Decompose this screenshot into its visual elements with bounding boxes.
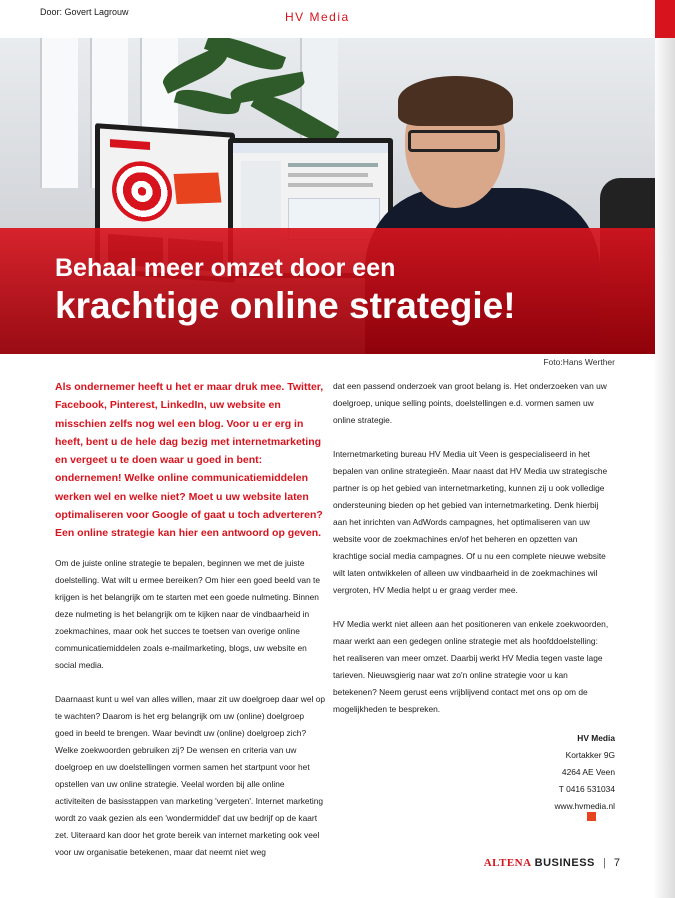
red-corner-tab <box>655 0 675 38</box>
article-paragraph: Daarnaast kunt u wel van alles willen, maar zit uw doelgroep daar wel op te wachten? Daarom is het erg belangrijk om uw (online) doelgroep goed in beeld te brengen. Waar bevindt uw (online) doelgroep zich? Welke zoekwoorden gebruiken zij? De wensen en criteria van uw doelgroep en uw doelstellingen vormen samen het startpunt voor het opstellen van uw online strategie. Veelal worden bij alle online activiteiten de basisstappen van marketing 'vergeten'. Internet marketing wordt zo vaak gezien als een 'wondermiddel' dat uw bedrijf op de kaart zet. Uiteraard kan door het grote bereik van internet marketing ook veel voor uw organisatie betekenen, maar dat neemt niet weg <box>55 693 326 857</box>
page-number: 7 <box>613 857 620 869</box>
page-edge-shadow <box>653 0 675 898</box>
article-paragraph: Om de juiste online strategie te bepalen, beginnen we met de juiste doelstelling. Wat wilt u ermee bereiken? Om hier een goed beeld van te krijgen is het belangrijk om te starten met een goede nulmeting. Binnen deze nulmeting is het belangrijk om te kijken naar de vindbaarheid in zoekmachines, maar ook het succes te toetsen van overige online communicatiemiddelen zoals e-mailmarketing, blogs, uw website en social media. <box>55 557 321 670</box>
glasses <box>408 130 500 152</box>
article-paragraph: Internetmarketing bureau HV Media uit Veen is gespecialiseerd in het bepalen van online strategieën. Maar naast dat HV Media uw strategische partner is op het gebied van internetmarketing, kunnen zij u ook volledige ondersteuning bieden op het gebied van internetmarketing. Denk hierbij aan het inrichten van AdWords campagnes, het optimaliseren van uw website voor de zoekmachines en/of het beheren en opzetten van krachtige social media campagnes. Of u nu een complete nieuwe website wilt laten ontwikkelen of alleen uw vindbaarheid in de zoekmachines wil vergroten, HV Media helpt u er graag verder mee. <box>333 449 608 595</box>
photo-caption: Foto:Hans Werther <box>543 357 615 367</box>
footer-brand-altena: ALTENA <box>483 857 532 869</box>
window-blind <box>40 38 78 188</box>
contact-phone: T 0416 531034 <box>558 784 615 794</box>
contact-block <box>554 730 615 815</box>
article-paragraph: HV Media werkt niet alleen aan het positioneren van enkele zoekwoorden, maar werkt aan een gedegen online strategie met als hoofddoelstelling: het realiseren van meer omzet. Daarbij werkt HV Media tegen vaste lage tarieven. Nieuwsgierig naar wat zo'n online strategie voor u kan betekenen? Neem gerust eens vrijblijvend contact met ons op om de mogelijkheden te bespreken. <box>333 619 609 714</box>
article-column-left <box>55 378 325 878</box>
article-end-mark <box>587 812 596 821</box>
author-byline: Door: Govert Lagrouw <box>40 7 129 17</box>
contact-city: 4264 AE Veen <box>561 767 615 777</box>
footer-separator: | <box>602 857 606 869</box>
contact-street: Kortakker 9G <box>565 750 615 760</box>
contact-website: www.hvmedia.nl <box>554 801 615 811</box>
article-intro: Als ondernemer heeft u het er maar druk mee. Twitter, Facebook, Pinterest, LinkedIn, uw website en misschien zelfs nog wel een blog. Voor u er erg in heeft, bent u de hele dag bezig met internetmarketing en vergeet u te doen waar u goed in bent: ondernemen! Welke online communicatiemiddelen werken wel en welke niet? Moet u uw website laten optimaliseren voor Google of gaat u toch adverteren? Een online strategie kan hier een antwoord op geven. <box>55 381 324 540</box>
contact-name: HV Media <box>577 733 615 743</box>
footer-brand-business: BUSINESS <box>534 857 595 869</box>
article-column-right <box>333 378 611 735</box>
page-footer <box>484 857 620 869</box>
article-paragraph: dat een passend onderzoek van groot belang is. Het onderzoeken van uw doelgroep, unique selling points, doelstellingen e.d. vormen samen uw online strategie. <box>333 381 607 425</box>
person-hair <box>398 76 513 126</box>
headline-line-2: krachtige online strategie! <box>55 285 516 326</box>
headline-line-1: Behaal meer omzet door een <box>55 254 396 282</box>
section-label: HV Media <box>285 10 350 24</box>
